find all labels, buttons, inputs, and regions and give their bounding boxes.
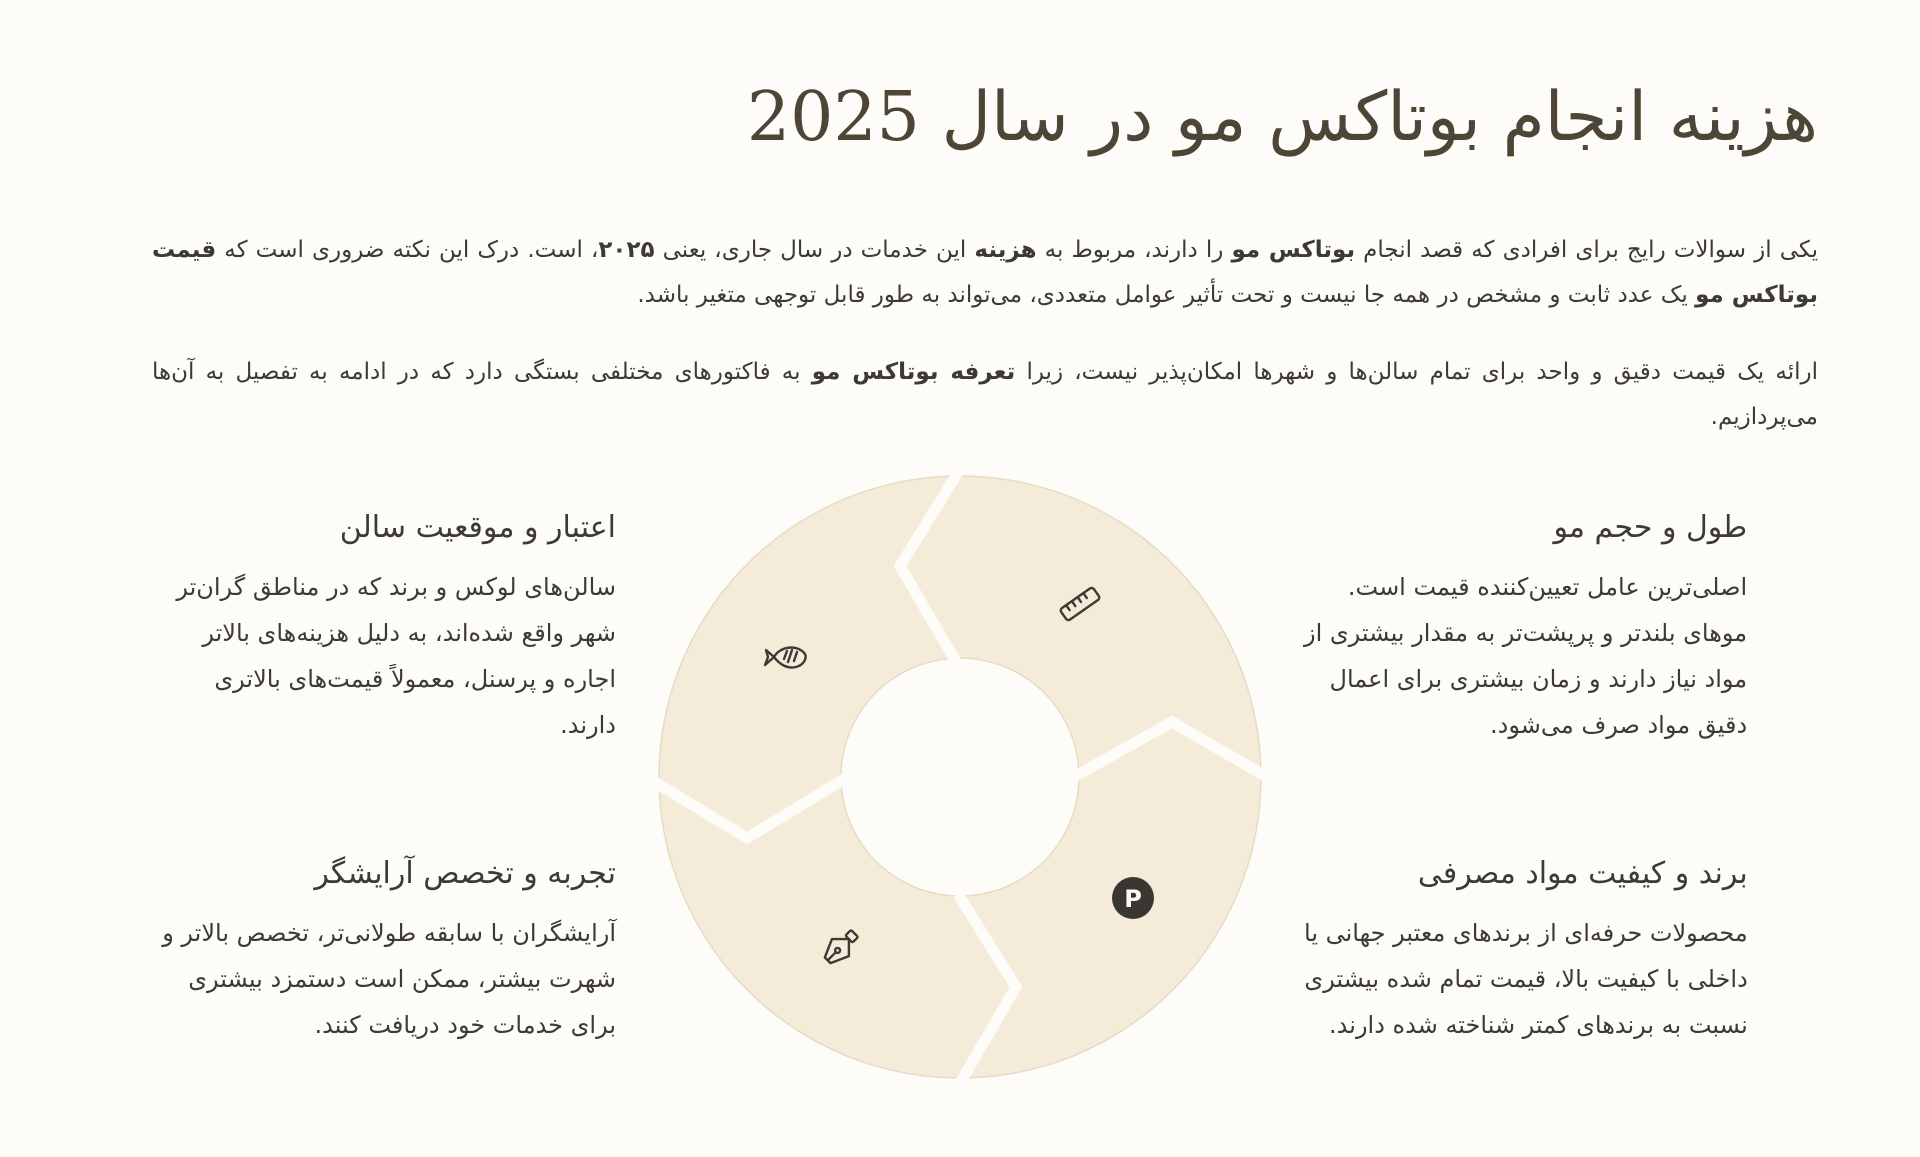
factor-text-line: شهرت بیشتر، ممکن است دستمزد بیشتری <box>188 965 616 993</box>
paragraph-text: به فاکتورهای مختلفی بستگی دارد که در ادامه به تفصیل به آن‌ها می‌پردازیم. <box>152 359 1818 430</box>
p-icon-letter: P <box>1124 885 1142 913</box>
factor-heading: طول و حجم مو <box>1553 510 1748 545</box>
factor-text-line: نسبت به برندهای کمتر شناخته شده دارند. <box>1329 1011 1748 1039</box>
factor-text-line: سالن‌های لوکس و برند که در مناطق گران‌تر <box>176 573 616 601</box>
paragraph-text: یک عدد ثابت و مشخص در همه جا نیست و تحت تأثیر عوامل متعددی، می‌تواند به طور قابل توجهی متغیر باشد. <box>637 282 1696 308</box>
factor-brand-quality <box>1304 852 1748 1048</box>
factor-text-line: شهر واقع شده‌اند، به دلیل هزینه‌های بالاتر <box>202 619 616 647</box>
p-circle-icon <box>1112 877 1154 919</box>
factor-text-line: دقیق مواد صرف می‌شود. <box>1490 711 1748 739</box>
factor-heading: اعتبار و موقعیت سالن <box>339 510 616 545</box>
factor-text-line: اصلی‌ترین عامل تعیین‌کننده قیمت است. <box>1347 573 1748 601</box>
factor-text-line: دارند. <box>560 711 616 739</box>
cycle-diagram <box>640 460 1280 1100</box>
factor-text-line: موهای بلندتر و پرپشت‌تر به مقدار بیشتری از <box>1304 619 1748 647</box>
bold-keyword: تعرفه بوتاکس مو <box>811 359 1016 385</box>
page-title: هزینه انجام بوتاکس مو در سال 2025 <box>746 78 1818 157</box>
bold-keyword: ۲۰۲۵ <box>598 237 655 263</box>
factor-stylist-experience <box>162 852 616 1048</box>
intro-paragraph-2 <box>152 350 1818 440</box>
factor-text-line: مواد نیاز دارند و زمان بیشتری برای اعمال <box>1329 665 1748 693</box>
bold-keyword: بوتاکس مو <box>1231 237 1356 263</box>
intro-paragraph-1 <box>152 228 1818 318</box>
factor-heading: برند و کیفیت مواد مصرفی <box>1417 856 1748 891</box>
paragraph-text: را دارند، مربوط به <box>1036 237 1232 263</box>
factor-heading: تجربه و تخصص آرایشگر <box>314 856 616 891</box>
paragraph-text: ارائه یک قیمت دقیق و واحد برای تمام سالن‌ها و شهرها امکان‌پذیر نیست، زیرا <box>1015 359 1818 385</box>
factor-text-line: اجاره و پرسنل، معمولاً قیمت‌های بالاتری <box>214 665 616 693</box>
factor-text-line: برای خدمات خود دریافت کنند. <box>314 1011 616 1039</box>
factor-salon-reputation <box>176 506 616 748</box>
factor-hair-length <box>1304 506 1747 748</box>
paragraph-text: ، است. درک این نکته ضروری است که <box>216 237 599 263</box>
paragraph-text: این خدمات در سال جاری، یعنی <box>654 237 975 263</box>
factor-text-line: داخلی با کیفیت بالا، قیمت تمام شده بیشتری <box>1304 965 1748 993</box>
cycle-ring <box>659 476 1261 1078</box>
paragraph-text: یکی از سوالات رایج برای افرادی که قصد انجام <box>1355 237 1818 263</box>
bold-keyword: قیمت بوتاکس مو <box>152 237 1818 308</box>
factor-text-line: محصولات حرفه‌ای از برندهای معتبر جهانی یا <box>1304 919 1748 947</box>
bold-keyword: هزینه <box>974 237 1037 263</box>
factor-text-line: آرایشگران با سابقه طولانی‌تر، تخصص بالاتر و <box>162 919 616 947</box>
